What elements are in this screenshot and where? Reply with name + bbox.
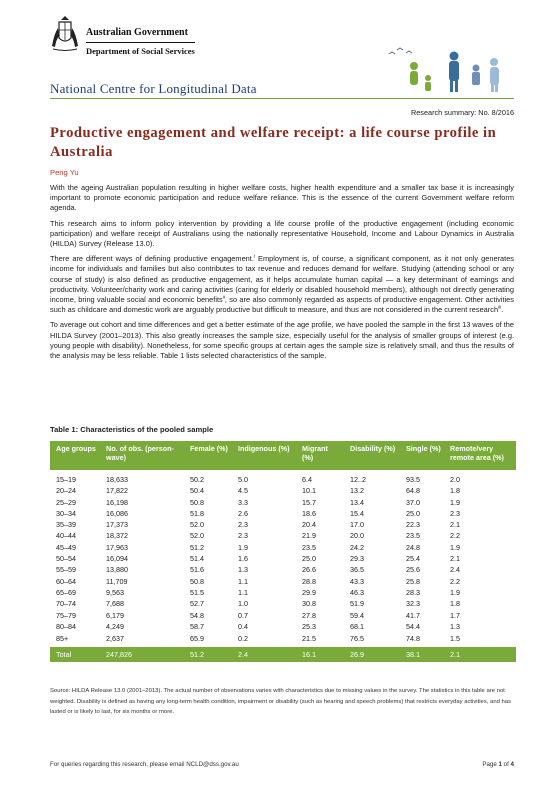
- table-cell: 6,179: [106, 610, 124, 620]
- table-cell: 40–44: [56, 531, 76, 541]
- characteristics-table: [50, 441, 516, 662]
- table-cell: 51.2: [184, 646, 232, 662]
- table-row: [50, 621, 516, 632]
- table-row: [50, 610, 516, 621]
- table-cell: 25–29: [56, 497, 76, 507]
- body-text: [50, 183, 514, 366]
- table-cell: 247,826: [100, 646, 184, 662]
- government-name: Australian Government: [86, 27, 188, 38]
- table-cell: 11,709: [106, 576, 128, 586]
- footnote-ref[interactable]: i: [253, 254, 255, 260]
- table-cell: 1.9: [238, 542, 248, 552]
- table-row: [50, 587, 516, 598]
- table-cell: 52.7: [190, 599, 204, 609]
- table-cell: 51.4: [190, 554, 204, 564]
- table-cell: 22.3: [406, 520, 420, 530]
- table-cell: 93.5: [406, 475, 420, 484]
- table-cell: 2.1: [450, 520, 460, 530]
- table-cell: 41.7: [406, 610, 420, 620]
- table-cell: 4,249: [106, 621, 124, 631]
- table-cell: 13,880: [106, 565, 128, 575]
- table-row: [50, 508, 516, 519]
- table-row: [50, 576, 516, 587]
- table-cell: 2.2: [450, 576, 460, 586]
- column-header: Single (%): [400, 441, 444, 470]
- table-cell: 50.8: [190, 497, 204, 507]
- table-cell: 74.8: [406, 634, 420, 644]
- column-header: Indigenous (%): [232, 441, 296, 470]
- table-cell: 2,637: [106, 634, 124, 644]
- table-cell: 3.3: [238, 497, 248, 507]
- table-cell: 60–64: [56, 576, 76, 586]
- table-cell: 59.4: [350, 610, 364, 620]
- table-cell: 13.2: [350, 486, 364, 496]
- table-cell: 4.5: [238, 486, 248, 496]
- table-cell: 37.0: [406, 497, 420, 507]
- table-cell: 9,563: [106, 587, 124, 597]
- table-cell: 35–39: [56, 520, 76, 530]
- table-cell: 25.6: [406, 565, 420, 575]
- table-cell: 28.8: [302, 576, 316, 586]
- table-row: [50, 519, 516, 530]
- table-total-row: [50, 646, 516, 662]
- page-title: Productive engagement and welfare receipt: a life course profile in Australia: [50, 125, 497, 160]
- table-cell: 1.1: [238, 587, 248, 597]
- table-cell: 38.1: [400, 646, 444, 662]
- table-cell: 2.1: [450, 554, 460, 564]
- table-cell: 1.3: [450, 621, 460, 631]
- table-cell: 51.6: [190, 565, 204, 575]
- table-cell: 18,633: [106, 475, 128, 484]
- column-header: Disability (%): [344, 441, 400, 470]
- table-row: [50, 632, 516, 646]
- table-cell: 2.4: [232, 646, 296, 662]
- table-cell: 65–69: [56, 587, 76, 597]
- table-cell: 52.0: [190, 531, 204, 541]
- column-header: Female (%): [184, 441, 232, 470]
- page-number: Page 1 of 4: [482, 761, 514, 768]
- table-cell: 25.8: [406, 576, 420, 586]
- table-cell: 27.8: [302, 610, 316, 620]
- table-cell: 23.5: [406, 531, 420, 541]
- table-cell: 16,094: [106, 554, 128, 564]
- column-header: Migrant (%): [296, 441, 344, 470]
- table-cell: 68.1: [350, 621, 364, 631]
- paragraph: With the ageing Australian population resulting in higher welfare costs, higher health expenditure and a smaller tax base it is increasingly important to promote economic participation and reduce welfare reliance. This is the essence of the current Government welfare reform agenda.: [50, 183, 514, 213]
- table-cell: 75–79: [56, 610, 76, 620]
- table-cell: 1.9: [450, 587, 460, 597]
- centre-title: National Centre for Longitudinal Data: [50, 81, 257, 96]
- table-cell: 2.3: [238, 520, 248, 530]
- table-cell: 30.8: [302, 599, 316, 609]
- table-cell: 23.5: [302, 542, 316, 552]
- table-cell: 1.6: [238, 554, 248, 564]
- table-cell: 18.6: [302, 508, 316, 518]
- footnote-ref[interactable]: ii: [222, 295, 225, 301]
- column-header: Remote/very remote area (%): [444, 441, 516, 470]
- table-cell: 20.4: [302, 520, 316, 530]
- table-cell: 15–19: [56, 475, 76, 484]
- table-cell: 28.3: [406, 587, 420, 597]
- table-cell: 1.3: [238, 565, 248, 575]
- table-cell: 52.0: [190, 520, 204, 530]
- table-cell: 26.6: [302, 565, 316, 575]
- paragraph: This research aims to inform policy intervention by providing a life course profile of the productive engagement (including economic participation) and welfare receipt of Australians using the nationally representative Household, Income and Labour Dynamics in Australia (HILDA) Survey (Release 13.0).: [50, 218, 514, 249]
- table-cell: 1.8: [450, 486, 460, 496]
- table-cell: 80–84: [56, 621, 76, 631]
- table-cell: 32.3: [406, 599, 420, 609]
- table-cell: 25.0: [302, 554, 316, 564]
- table-cell: 65.9: [190, 634, 204, 644]
- table-cell: 1.5: [450, 634, 460, 644]
- table-cell: 29.3: [350, 554, 364, 564]
- research-summary-number: Research summary: No. 8/2016: [410, 108, 514, 117]
- table-cell: 21.9: [302, 531, 316, 541]
- table-cell: 7,688: [106, 599, 124, 609]
- table-cell: 17,822: [106, 486, 128, 496]
- table-cell: 50.8: [190, 576, 204, 586]
- table-cell: 55–59: [56, 565, 76, 575]
- table-cell: 2.2: [450, 531, 460, 541]
- table-row: [50, 598, 516, 609]
- government-logo: [50, 16, 220, 62]
- table-cell: 24.8: [406, 542, 420, 552]
- table-cell: 2.3: [450, 508, 460, 518]
- table-cell: 51.5: [190, 587, 204, 597]
- table-cell: 17,373: [106, 520, 128, 530]
- table-cell: 29.9: [302, 587, 316, 597]
- table-cell: 26.9: [344, 646, 400, 662]
- family-illustration: [384, 42, 514, 94]
- table-cell: 25.3: [302, 621, 316, 631]
- table-cell: 5.0: [238, 475, 248, 484]
- table-cell: 16.1: [296, 646, 344, 662]
- table-cell: 16,086: [106, 508, 128, 518]
- table-cell: 51.8: [190, 508, 204, 518]
- table-row: [50, 470, 516, 485]
- table-header-row: [50, 441, 516, 470]
- table-row: [50, 485, 516, 496]
- table-cell: Total: [50, 646, 100, 662]
- table-row: [50, 497, 516, 508]
- table-cell: 64.8: [406, 486, 420, 496]
- table-cell: 18,372: [106, 531, 128, 541]
- table-cell: 1.0: [238, 599, 248, 609]
- author: Peng Yu: [50, 168, 79, 177]
- table-cell: 0.4: [238, 621, 248, 631]
- table-cell: 50–54: [56, 554, 76, 564]
- table-cell: 10.1: [302, 486, 316, 496]
- table-cell: 1.8: [450, 599, 460, 609]
- table-cell: 0.2: [238, 634, 248, 644]
- table-row: [50, 542, 516, 553]
- table-cell: 16,198: [106, 497, 128, 507]
- table-cell: 2.4: [450, 565, 460, 575]
- table-cell: 13.4: [350, 497, 364, 507]
- table-cell: 54.8: [190, 610, 204, 620]
- table-cell: 17.0: [350, 520, 364, 530]
- table-cell: 36.5: [350, 565, 364, 575]
- table-cell: 45–49: [56, 542, 76, 552]
- table-cell: 25.4: [406, 554, 420, 564]
- table-cell: 51.2: [190, 542, 204, 552]
- table-row: [50, 553, 516, 564]
- table-row: [50, 530, 516, 541]
- table-cell: 1.7: [450, 610, 460, 620]
- table-row: [50, 564, 516, 575]
- table-cell: 2.6: [238, 508, 248, 518]
- column-header: No. of obs. (person-wave): [100, 441, 184, 470]
- table-cell: 21.5: [302, 634, 316, 644]
- table-cell: 50.2: [190, 475, 204, 484]
- table-cell: 76.5: [350, 634, 364, 644]
- department-name: Department of Social Services: [86, 42, 195, 56]
- table-cell: 1.1: [238, 576, 248, 586]
- table-cell: 43.3: [350, 576, 364, 586]
- table-cell: 24.2: [350, 542, 364, 552]
- table-source-note: Source: HILDA Release 13.0 (2001–2013). The actual number of observations varies with characteristics due to missing values in the survey. The statistics in this table are not weighted. Disability is defined as having any long-term health condition, impairment or disability (such as hearing and speech problems) that restricts everyday activities, and has lasted or is likely to last, for six months or more.: [50, 688, 512, 715]
- table-cell: 17,963: [106, 542, 128, 552]
- table-cell: 51.9: [350, 599, 364, 609]
- footer-contact: For queries regarding this research, please email NCLD@dss.gov.au: [50, 761, 239, 768]
- table-cell: 15.4: [350, 508, 364, 518]
- paragraph: To average out cohort and time differences and get a better estimate of the age profile, we have pooled the sample in the first 13 waves of the HILDA Survey (2001–2013). This also greatly increases the sample size, especially useful for the analysis of smaller groups of interest (e.g. young people with disability). Nonetheless, for some specific groups at certain ages the sample size is relatively small, and thus the results of the analysis may be less reliable. Table 1 lists selected characteristics of the sample.: [50, 320, 514, 361]
- table-cell: 20.0: [350, 531, 364, 541]
- table-cell: 30–34: [56, 508, 76, 518]
- table-cell: 2.1: [444, 646, 516, 662]
- table-cell: 0.7: [238, 610, 248, 620]
- coat-of-arms-icon: [50, 16, 80, 54]
- column-header: Age groups: [50, 441, 100, 470]
- table-cell: 46.3: [350, 587, 364, 597]
- table-cell: 2.3: [238, 531, 248, 541]
- table-cell: 15.7: [302, 497, 316, 507]
- table-cell: 25.0: [406, 508, 420, 518]
- table-cell: 50.4: [190, 486, 204, 496]
- table-cell: 54.4: [406, 621, 420, 631]
- table-cell: 1.9: [450, 542, 460, 552]
- footnote-ref[interactable]: iii: [498, 305, 502, 311]
- table-cell: 12..2: [350, 475, 366, 484]
- table-cell: 1.9: [450, 497, 460, 507]
- table-cell: 20–24: [56, 486, 76, 496]
- table-title: Table 1: Characteristics of the pooled sample: [50, 425, 214, 434]
- table-cell: 2.0: [450, 475, 460, 484]
- table-cell: 58.7: [190, 621, 204, 631]
- table-cell: 6.4: [302, 475, 312, 484]
- paragraph: There are different ways of defining productive engagement.$^i$ Employment is, of course, a significant component, as it not only generates income for individuals and families but also contributes to tax revenue and reduces demand for welfare. Studying (attending school or any course of study) is also defined as productive engagement, as it helps accumulate human capital — a key determinant of earnings and productivity. Volunteer/charity work and caring activities (caring for elderly or disabled household members), although not directly generating income, bring valuable social and economic benefits$^{ii}$, so are also commonly regarded as aspects of productive engagement. Other activities such as childcare and domestic work are arguably productive but difficult to measure, and thus are not considered in the current research$^{iii}$.: [50, 254, 514, 315]
- table-cell: 70–74: [56, 599, 76, 609]
- table-cell: 85+: [56, 634, 69, 644]
- header-divider: [50, 98, 514, 99]
